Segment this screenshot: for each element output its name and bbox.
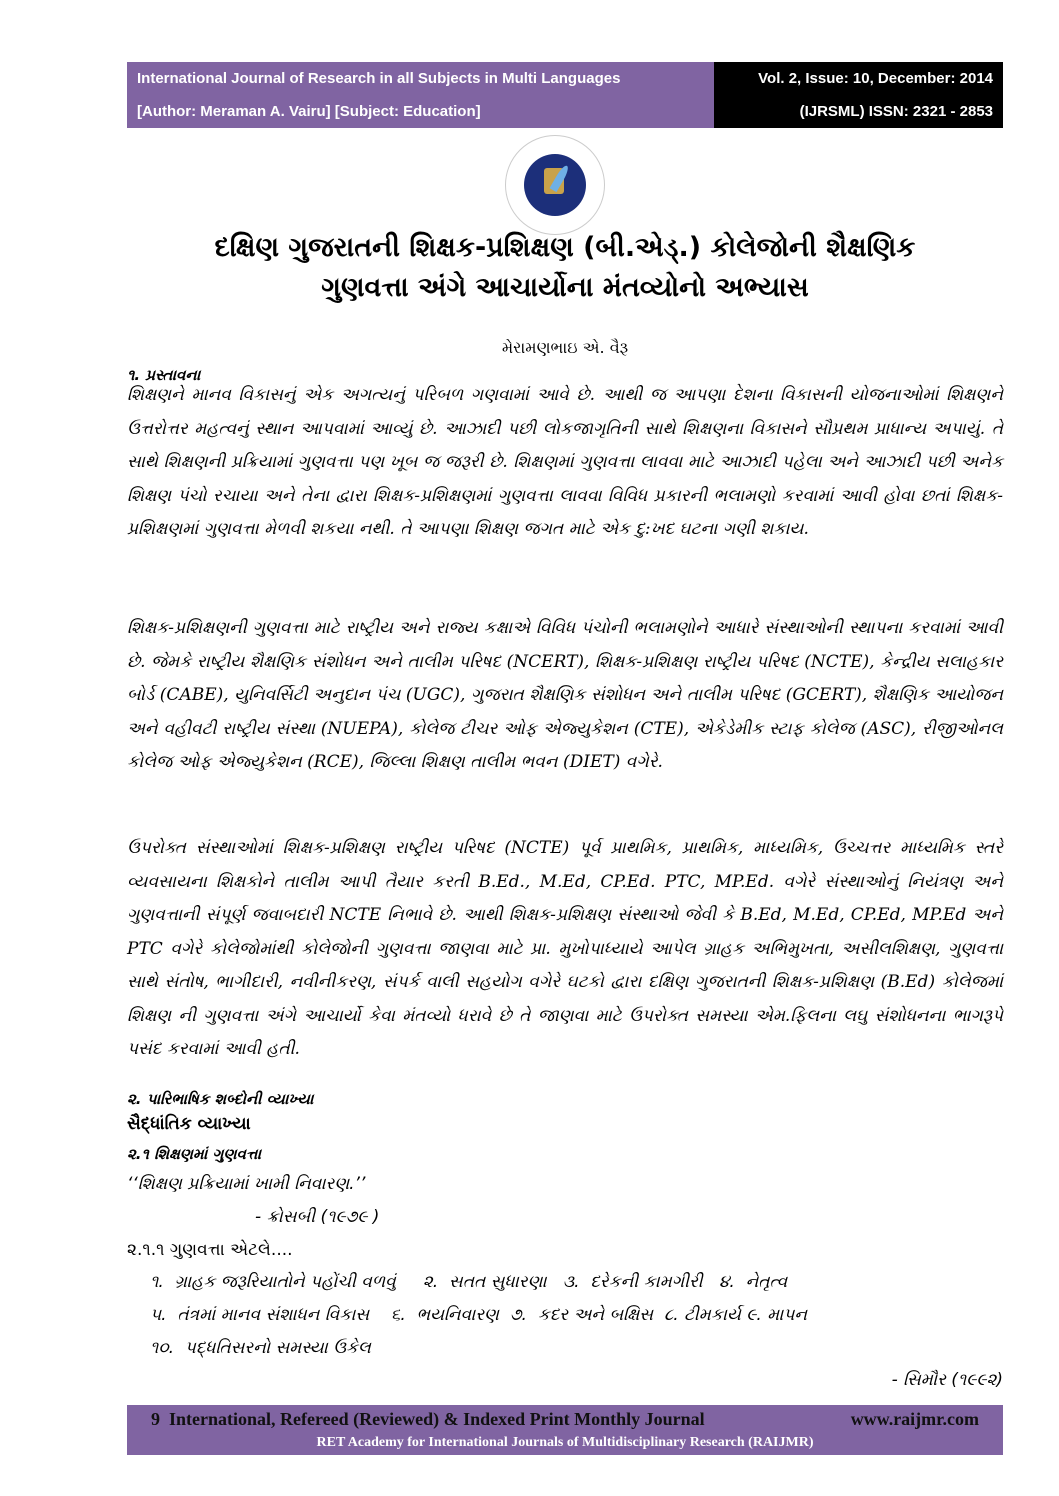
quote: ‘‘શિક્ષણ પ્રક્રિયામાં ખામી નિવારણ.’’ [127,1174,366,1194]
paragraph-3: ઉપરોક્ત સંસ્થાઓમાં શિક્ષક-પ્રશિક્ષણ રાષ્ટ્રીય પરિષદ (NCTE) પૂર્વ પ્રાથમિક, પ્રાથમિક, માધ્યમિક, ઉચ્ચત્તર માધ્યમિક સ્તરે વ્યવસાયના શિક્ષકોને તાલીમ આપી તૈયાર કરતી B.Ed., M.Ed, CP.Ed. PTC, MP.Ed. વગેરે સંસ્થાઓનું નિયંત્રણ અને ગુણવત્તાની સંપૂર્ણ જવાબદારી NCTE નિભાવે છે. આથી શિક્ષક-પ્રશિક્ષણ સંસ્થાઓ જેવી કે B.Ed, M.Ed, CP.Ed, MP.Ed અને PTC વગેરે કોલેજોમાંથી કોલેજોની ગુણવત્તા જાણવા માટે પ્રા. મુખોપાધ્યાયે આપેલ ગ્રાહક અભિમુખતા, અસીલશિક્ષણ, ગુણવત્તા સાથે સંતોષ, ભાગીદારી, નવીનીકરણ, સંપર્ક વાલી સહયોગ વગેરે ઘટકો દ્વારા દક્ષિણ ગુજરાતની શિક્ષક-પ્રશિક્ષણ (B.Ed) કોલેજમાં શિક્ષણ ની ગુણવત્તા અંગે આચાર્યો કેવા મંતવ્યો ધરાવે છે તે જાણવા માટે ઉપરોક્ત સમસ્યા એમ.ફિલના લઘુ સંશોધનના ભાગરૂપે પસંદ કરવામાં આવી હતી. [127,838,1003,1059]
footer-journal-line [151,1409,705,1430]
header-right [714,62,1003,128]
journal-header [127,62,1003,128]
subsection-2-1: ૨.૧ શિક્ષણમાં ગુણવત્તા [127,1145,261,1163]
list-line-3: ૧૦. પદ્ધતિસરનો સમસ્યા ઉકેલ [150,1338,371,1358]
journal-logo [505,135,605,235]
page-footer [127,1405,1003,1455]
article-title-line1: દક્ષિણ ગુજરાતની શિક્ષક-પ્રશિક્ષણ (બી.એડ્.) કોલેજોની શૈક્ષણિક [214,232,916,263]
quote-source: - ક્રોસબી (૧૯૭૯ ) [255,1207,380,1227]
list-line-2: ૫. તંત્રમાં માનવ સંશાધન વિકાસ ૬. ભયનિવારણ ૭. કદર અને બક્ષિસ ૮. ટીમકાર્ય ૯. માપન [150,1305,808,1325]
footer-academy: RET Academy for International Journals of Multidisciplinary Research (RAIJMR) [316,1435,814,1450]
article-title-line2: ગુણવત્તા અંગે આચાર્યોના મંતવ્યોનો અભ્યાસ [321,272,809,303]
section2-heading: ૨. પારિભાષિક શબ્દોની વ્યાખ્યા [127,1090,314,1108]
page-number: 9 [151,1409,160,1429]
list-line-1: ૧. ગ્રાહક જરૂરિયાતોને પહોંચી વળવું ૨. સતત સુધારણા ૩. દરેકની કામગીરી ૪. નેતૃત્વ [150,1272,788,1292]
footer-url[interactable]: www.raijmr.com [850,1409,979,1429]
theoretical-definition-heading: સૈદ્ધાંતિક વ્યાખ્યા [127,1114,251,1134]
author-subject: [Author: Meraman A. Vairu] [Subject: Education] [137,103,481,120]
list-source: - સિમૌર (૧૯૯૨) [891,1370,1003,1390]
subsection-2-1-1: ૨.૧.૧ ગુણવત્તા એટલે.... [127,1240,293,1260]
footer-journal-text: International, Refereed (Reviewed) & Indexed Print Monthly Journal [169,1409,705,1429]
journal-name: International Journal of Research in all Subjects in Multi Languages [137,70,621,87]
volume-issue: Vol. 2, Issue: 10, December: 2014 [758,70,993,87]
section1-heading: ૧. પ્રસ્તાવના [127,366,201,384]
paragraph-1: શિક્ષણને માનવ વિકાસનું એક અગત્યનું પરિબળ ગણવામાં આવે છે. આથી જ આપણા દેશના વિકાસની યોજનાઓમાં શિક્ષણને ઉત્તરોત્તર મહત્વનું સ્થાન આપવામાં આવ્યું છે. આઝાદી પછી લોકજાગૃતિની સાથે શિક્ષણના વિકાસને સૌપ્રથમ પ્રાધાન્ય અપાયું. તે સાથે શિક્ષણની પ્રક્રિયામાં ગુણવત્તા પણ ખૂબ જ જરૂરી છે. શિક્ષણમાં ગુણવત્તા લાવવા માટે આઝાદી પહેલા અને આઝાદી પછી અનેક શિક્ષણ પંચો રચાયા અને તેના દ્વારા શિક્ષક-પ્રશિક્ષણમાં ગુણવત્તા લાવવા વિવિધ પ્રકારની ભલામણો કરવામાં આવી હોવા છતાં શિક્ષક-પ્રશિક્ષણમાં ગુણવત્તા મેળવી શકયા નથી. તે આપણા શિક્ષણ જગત માટે એક દુ:ખદ ઘટના ગણી શકાય. [127,385,1003,539]
logo-emblem [524,154,586,216]
header-left [127,62,714,128]
article-author: મેરામણભાઇ એ. વૈરૂ [501,338,629,357]
issn: (IJRSML) ISSN: 2321 - 2853 [799,103,993,120]
paragraph-2: શિક્ષક-પ્રશિક્ષણની ગુણવત્તા માટે રાષ્ટ્રીય અને રાજ્ય કક્ષાએ વિવિધ પંચોની ભલામણોને આધારે સંસ્થાઓની સ્થાપના કરવામાં આવી છે. જેમકે રાષ્ટ્રીય શૈક્ષણિક સંશોધન અને તાલીમ પરિષદ (NCERT), શિક્ષક-પ્રશિક્ષણ રાષ્ટ્રીય પરિષદ (NCTE), કેન્દ્રીય સલાહકાર બોર્ડ (CABE), યુનિવર્સિટી અનુદાન પંચ (UGC), ગુજરાત શૈક્ષણિક સંશોધન અને તાલીમ પરિષદ (GCERT), શૈક્ષણિક આયોજન અને વહીવટી રાષ્ટ્રીય સંસ્થા (NUEPA), કોલેજ ટીચર ઓફ એજ્યુકેશન (CTE), એકેડેમીક સ્ટાફ કોલેજ (ASC), રીજીઓનલ કોલેજ ઓફ એજ્યુકેશન (RCE), જિલ્લા શિક્ષણ તાલીમ ભવન (DIET) વગેરે. [127,618,1003,772]
